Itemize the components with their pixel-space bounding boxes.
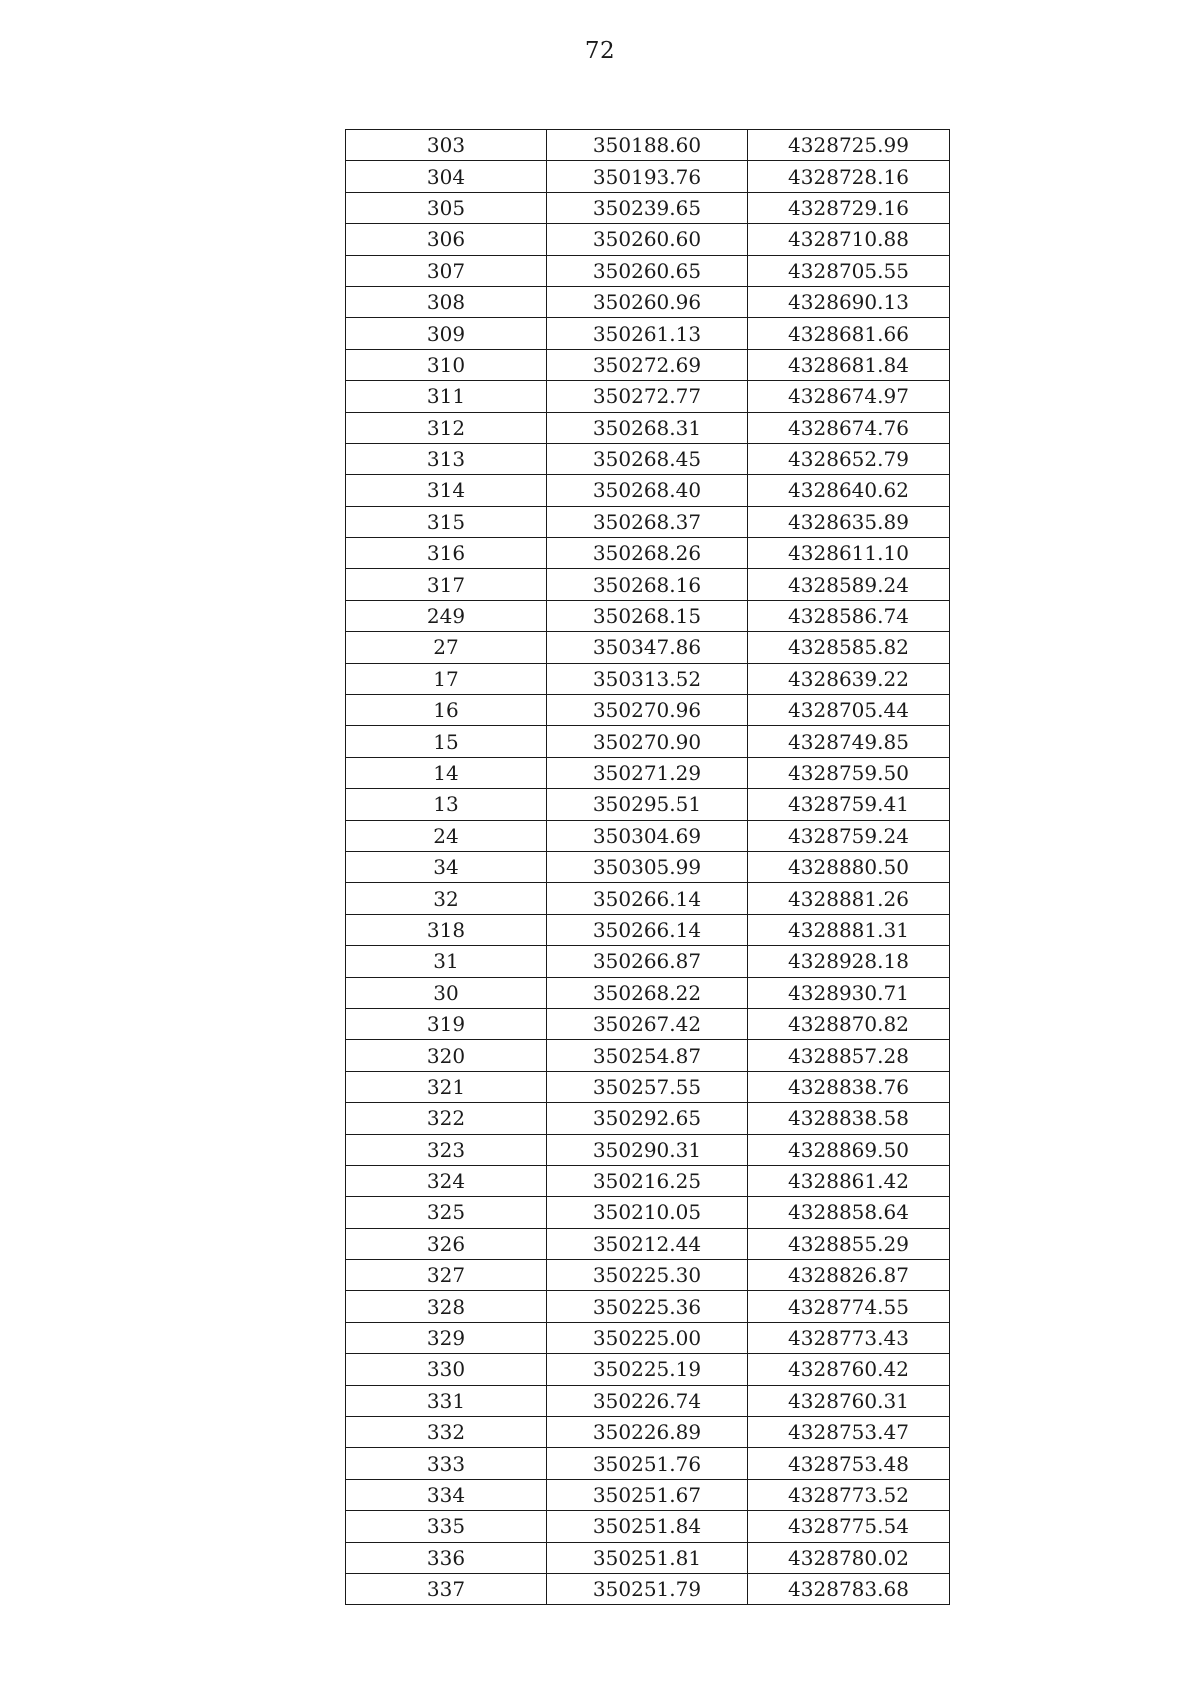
x-coordinate-cell: 350225.00: [547, 1322, 748, 1353]
point-number-cell: 324: [346, 1165, 547, 1196]
table-row: [346, 1479, 950, 1510]
y-coordinate-cell: 4328773.43: [748, 1322, 950, 1353]
y-coordinate-cell: 4328674.97: [748, 381, 950, 412]
y-coordinate-cell: 4328780.02: [748, 1542, 950, 1573]
page-number: 72: [584, 38, 616, 64]
x-coordinate-cell: 350188.60: [547, 130, 748, 161]
coordinates-table: [345, 129, 950, 1605]
x-coordinate-cell: 350268.37: [547, 506, 748, 537]
x-coordinate-cell: 350292.65: [547, 1103, 748, 1134]
y-coordinate-cell: 4328880.50: [748, 851, 950, 882]
x-coordinate-cell: 350225.36: [547, 1291, 748, 1322]
y-coordinate-cell: 4328759.24: [748, 820, 950, 851]
y-coordinate-cell: 4328674.76: [748, 412, 950, 443]
point-number-cell: 316: [346, 538, 547, 569]
y-coordinate-cell: 4328838.76: [748, 1071, 950, 1102]
table-row: [346, 538, 950, 569]
y-coordinate-cell: 4328611.10: [748, 538, 950, 569]
point-number-cell: 13: [346, 789, 547, 820]
y-coordinate-cell: 4328681.84: [748, 349, 950, 380]
x-coordinate-cell: 350226.89: [547, 1417, 748, 1448]
table-row: [346, 318, 950, 349]
table-row: [346, 1008, 950, 1039]
x-coordinate-cell: 350193.76: [547, 161, 748, 192]
x-coordinate-cell: 350347.86: [547, 632, 748, 663]
y-coordinate-cell: 4328928.18: [748, 946, 950, 977]
point-number-cell: 32: [346, 883, 547, 914]
y-coordinate-cell: 4328749.85: [748, 726, 950, 757]
y-coordinate-cell: 4328881.31: [748, 914, 950, 945]
point-number-cell: 307: [346, 255, 547, 286]
point-number-cell: 331: [346, 1385, 547, 1416]
point-number-cell: 30: [346, 977, 547, 1008]
x-coordinate-cell: 350257.55: [547, 1071, 748, 1102]
table-row: [346, 946, 950, 977]
table-row: [346, 1071, 950, 1102]
table-row: [346, 1448, 950, 1479]
y-coordinate-cell: 4328783.68: [748, 1573, 950, 1604]
y-coordinate-cell: 4328881.26: [748, 883, 950, 914]
table-row: [346, 1260, 950, 1291]
x-coordinate-cell: 350295.51: [547, 789, 748, 820]
y-coordinate-cell: 4328858.64: [748, 1197, 950, 1228]
table-row: [346, 569, 950, 600]
x-coordinate-cell: 350239.65: [547, 192, 748, 223]
x-coordinate-cell: 350270.90: [547, 726, 748, 757]
table-row: [346, 820, 950, 851]
x-coordinate-cell: 350272.69: [547, 349, 748, 380]
y-coordinate-cell: 4328705.44: [748, 695, 950, 726]
point-number-cell: 313: [346, 443, 547, 474]
x-coordinate-cell: 350305.99: [547, 851, 748, 882]
table-row: [346, 475, 950, 506]
point-number-cell: 321: [346, 1071, 547, 1102]
point-number-cell: 333: [346, 1448, 547, 1479]
x-coordinate-cell: 350226.74: [547, 1385, 748, 1416]
point-number-cell: 309: [346, 318, 547, 349]
point-number-cell: 335: [346, 1511, 547, 1542]
y-coordinate-cell: 4328640.62: [748, 475, 950, 506]
point-number-cell: 318: [346, 914, 547, 945]
table-row: [346, 1197, 950, 1228]
x-coordinate-cell: 350268.16: [547, 569, 748, 600]
table-row: [346, 1417, 950, 1448]
point-number-cell: 304: [346, 161, 547, 192]
y-coordinate-cell: 4328838.58: [748, 1103, 950, 1134]
table-row: [346, 663, 950, 694]
table-row: [346, 1103, 950, 1134]
point-number-cell: 306: [346, 224, 547, 255]
x-coordinate-cell: 350212.44: [547, 1228, 748, 1259]
table-row: [346, 1385, 950, 1416]
x-coordinate-cell: 350251.67: [547, 1479, 748, 1510]
y-coordinate-cell: 4328753.48: [748, 1448, 950, 1479]
y-coordinate-cell: 4328585.82: [748, 632, 950, 663]
y-coordinate-cell: 4328760.42: [748, 1354, 950, 1385]
coordinates-table-body: [346, 130, 950, 1605]
point-number-cell: 315: [346, 506, 547, 537]
y-coordinate-cell: 4328705.55: [748, 255, 950, 286]
point-number-cell: 308: [346, 286, 547, 317]
y-coordinate-cell: 4328589.24: [748, 569, 950, 600]
y-coordinate-cell: 4328861.42: [748, 1165, 950, 1196]
point-number-cell: 320: [346, 1040, 547, 1071]
y-coordinate-cell: 4328870.82: [748, 1008, 950, 1039]
y-coordinate-cell: 4328826.87: [748, 1260, 950, 1291]
table-row: [346, 914, 950, 945]
x-coordinate-cell: 350251.76: [547, 1448, 748, 1479]
point-number-cell: 249: [346, 600, 547, 631]
x-coordinate-cell: 350225.19: [547, 1354, 748, 1385]
point-number-cell: 336: [346, 1542, 547, 1573]
table-row: [346, 192, 950, 223]
x-coordinate-cell: 350268.40: [547, 475, 748, 506]
table-row: [346, 726, 950, 757]
x-coordinate-cell: 350268.31: [547, 412, 748, 443]
table-row: [346, 224, 950, 255]
y-coordinate-cell: 4328759.41: [748, 789, 950, 820]
x-coordinate-cell: 350266.14: [547, 883, 748, 914]
table-row: [346, 757, 950, 788]
point-number-cell: 327: [346, 1260, 547, 1291]
point-number-cell: 16: [346, 695, 547, 726]
y-coordinate-cell: 4328690.13: [748, 286, 950, 317]
x-coordinate-cell: 350270.96: [547, 695, 748, 726]
table-row: [346, 695, 950, 726]
point-number-cell: 317: [346, 569, 547, 600]
x-coordinate-cell: 350260.96: [547, 286, 748, 317]
table-row: [346, 443, 950, 474]
table-row: [346, 1040, 950, 1071]
x-coordinate-cell: 350251.84: [547, 1511, 748, 1542]
y-coordinate-cell: 4328635.89: [748, 506, 950, 537]
x-coordinate-cell: 350266.87: [547, 946, 748, 977]
point-number-cell: 330: [346, 1354, 547, 1385]
x-coordinate-cell: 350260.65: [547, 255, 748, 286]
x-coordinate-cell: 350225.30: [547, 1260, 748, 1291]
point-number-cell: 314: [346, 475, 547, 506]
table-row: [346, 851, 950, 882]
x-coordinate-cell: 350266.14: [547, 914, 748, 945]
point-number-cell: 303: [346, 130, 547, 161]
x-coordinate-cell: 350304.69: [547, 820, 748, 851]
y-coordinate-cell: 4328753.47: [748, 1417, 950, 1448]
point-number-cell: 332: [346, 1417, 547, 1448]
table-row: [346, 1322, 950, 1353]
point-number-cell: 329: [346, 1322, 547, 1353]
table-row: [346, 506, 950, 537]
y-coordinate-cell: 4328773.52: [748, 1479, 950, 1510]
point-number-cell: 305: [346, 192, 547, 223]
y-coordinate-cell: 4328728.16: [748, 161, 950, 192]
y-coordinate-cell: 4328855.29: [748, 1228, 950, 1259]
table-row: [346, 381, 950, 412]
x-coordinate-cell: 350254.87: [547, 1040, 748, 1071]
point-number-cell: 326: [346, 1228, 547, 1259]
x-coordinate-cell: 350268.15: [547, 600, 748, 631]
y-coordinate-cell: 4328759.50: [748, 757, 950, 788]
point-number-cell: 34: [346, 851, 547, 882]
x-coordinate-cell: 350260.60: [547, 224, 748, 255]
point-number-cell: 325: [346, 1197, 547, 1228]
point-number-cell: 311: [346, 381, 547, 412]
x-coordinate-cell: 350268.45: [547, 443, 748, 474]
y-coordinate-cell: 4328857.28: [748, 1040, 950, 1071]
table-row: [346, 286, 950, 317]
x-coordinate-cell: 350271.29: [547, 757, 748, 788]
y-coordinate-cell: 4328710.88: [748, 224, 950, 255]
table-row: [346, 1291, 950, 1322]
table-row: [346, 1354, 950, 1385]
table-row: [346, 789, 950, 820]
point-number-cell: 319: [346, 1008, 547, 1039]
table-row: [346, 349, 950, 380]
y-coordinate-cell: 4328639.22: [748, 663, 950, 694]
x-coordinate-cell: 350272.77: [547, 381, 748, 412]
y-coordinate-cell: 4328725.99: [748, 130, 950, 161]
point-number-cell: 334: [346, 1479, 547, 1510]
point-number-cell: 337: [346, 1573, 547, 1604]
table-row: [346, 1165, 950, 1196]
x-coordinate-cell: 350261.13: [547, 318, 748, 349]
point-number-cell: 14: [346, 757, 547, 788]
table-row: [346, 412, 950, 443]
x-coordinate-cell: 350267.42: [547, 1008, 748, 1039]
point-number-cell: 310: [346, 349, 547, 380]
table-row: [346, 1542, 950, 1573]
table-row: [346, 1511, 950, 1542]
x-coordinate-cell: 350251.79: [547, 1573, 748, 1604]
table-row: [346, 1228, 950, 1259]
y-coordinate-cell: 4328729.16: [748, 192, 950, 223]
table-row: [346, 600, 950, 631]
table-row: [346, 632, 950, 663]
table-row: [346, 977, 950, 1008]
table-row: [346, 883, 950, 914]
table-row: [346, 1134, 950, 1165]
point-number-cell: 24: [346, 820, 547, 851]
x-coordinate-cell: 350210.05: [547, 1197, 748, 1228]
y-coordinate-cell: 4328681.66: [748, 318, 950, 349]
x-coordinate-cell: 350251.81: [547, 1542, 748, 1573]
x-coordinate-cell: 350216.25: [547, 1165, 748, 1196]
x-coordinate-cell: 350268.26: [547, 538, 748, 569]
point-number-cell: 328: [346, 1291, 547, 1322]
y-coordinate-cell: 4328930.71: [748, 977, 950, 1008]
point-number-cell: 17: [346, 663, 547, 694]
table-row: [346, 130, 950, 161]
table-row: [346, 1573, 950, 1604]
point-number-cell: 323: [346, 1134, 547, 1165]
point-number-cell: 322: [346, 1103, 547, 1134]
table-row: [346, 161, 950, 192]
y-coordinate-cell: 4328774.55: [748, 1291, 950, 1322]
point-number-cell: 27: [346, 632, 547, 663]
point-number-cell: 312: [346, 412, 547, 443]
y-coordinate-cell: 4328760.31: [748, 1385, 950, 1416]
table-row: [346, 255, 950, 286]
point-number-cell: 15: [346, 726, 547, 757]
x-coordinate-cell: 350268.22: [547, 977, 748, 1008]
y-coordinate-cell: 4328775.54: [748, 1511, 950, 1542]
x-coordinate-cell: 350313.52: [547, 663, 748, 694]
y-coordinate-cell: 4328869.50: [748, 1134, 950, 1165]
y-coordinate-cell: 4328652.79: [748, 443, 950, 474]
point-number-cell: 31: [346, 946, 547, 977]
y-coordinate-cell: 4328586.74: [748, 600, 950, 631]
x-coordinate-cell: 350290.31: [547, 1134, 748, 1165]
